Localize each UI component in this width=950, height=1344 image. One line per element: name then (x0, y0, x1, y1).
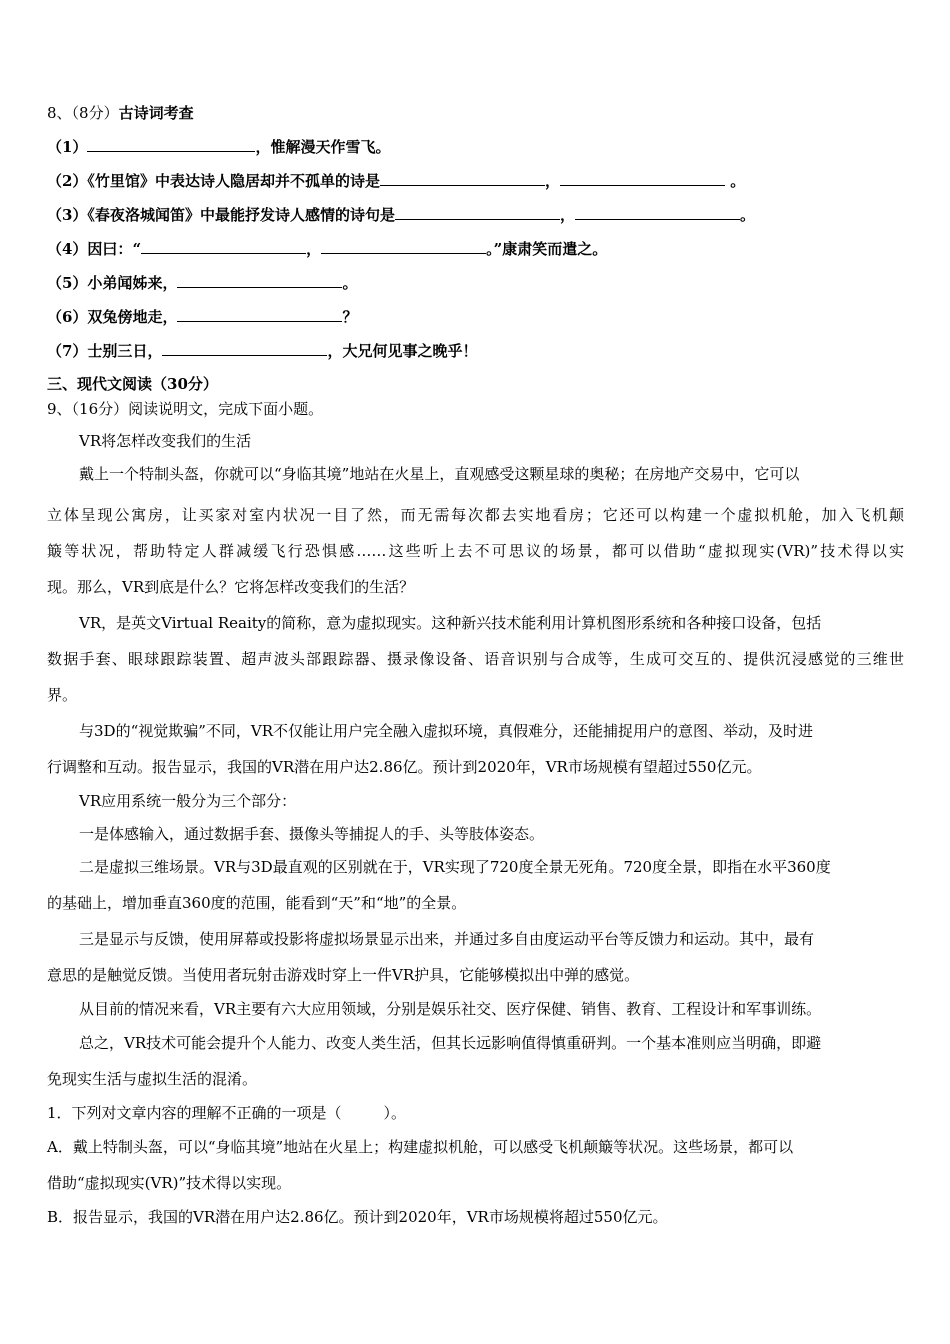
q8-item-1 (47, 137, 390, 157)
paragraph-line: 总之，VR技术可能会提升个人能力、改变人类生活，但其长远影响值得慎重研判。一个基本准则应当明确，即避 (79, 1034, 822, 1052)
paragraph-line: 戴上一个特制头盔，你就可以“身临其境”地站在火星上，直观感受这颗星球的奥秘；在房地产交易中，它可以 (79, 465, 800, 483)
stem-end: ）。 (383, 1104, 407, 1122)
paragraph-line: 界。 (47, 686, 78, 704)
q8-4-comma: ， (306, 240, 322, 258)
answer-blank[interactable] (321, 239, 486, 254)
q8-7-end: ，大兄何见事之晚乎！ (327, 342, 478, 360)
paragraph-line: VR应用系统一般分为三个部分： (79, 792, 297, 810)
answer-blank[interactable] (177, 307, 342, 322)
q8-1-text: ，惟解漫天作雪飞。 (255, 138, 391, 156)
q8-2-text: （2）《竹里馆》中表达诗人隐居却并不孤单的诗是 (47, 172, 380, 190)
paragraph-line: 意思的是触觉反馈。当使用者玩射击游戏时穿上一件VR护具，它能够模拟出中弹的感觉。 (47, 966, 640, 984)
q8-7-text: （7）士别三日， (47, 342, 163, 360)
option-b: B．报告显示，我国的VR潜在用户达2.86亿。预计到2020年，VR市场规模将超过550亿元。 (47, 1208, 668, 1226)
paragraph-line: 行调整和互动。报告显示，我国的VR潜在用户达2.86亿。预计到2020年，VR市场规模有望超过550亿元。 (47, 758, 762, 776)
q8-item-5 (47, 273, 357, 293)
answer-blank[interactable] (575, 205, 740, 220)
section-heading: 三、现代文阅读（30分） (47, 375, 218, 393)
answer-blank[interactable] (162, 341, 327, 356)
q8-2-end: 。 (724, 172, 746, 190)
stem-text: 1．下列对文章内容的理解不正确的一项是（ (47, 1104, 342, 1122)
q8-item-7 (47, 341, 477, 361)
paragraph-line: 立体呈现公寓房，让买家对室内状况一目了然，而无需每次都去实地看房；它还可以构建一个虚拟机舱，加入飞机颠 (47, 506, 904, 524)
q8-item-6 (47, 307, 357, 327)
q8-item-4 (47, 239, 607, 259)
q8-5-text: （5）小弟闻姊来， (47, 274, 178, 292)
option-a: A．戴上特制头盔，可以“身临其境”地站在火星上；构建虚拟机舱，可以感受飞机颠簸等状况。这些场景，都可以 (47, 1138, 794, 1156)
q8-3-end: 。 (739, 206, 755, 224)
paragraph-line: 的基础上，增加垂直360度的范围，能看到“天”和“地”的全景。 (47, 894, 467, 912)
paragraph-line: VR，是英文Virtual Reaity的简称，意为虚拟现实。这种新兴技术能利用计算机图形系统和各种接口设备，包括 (79, 614, 822, 632)
option-a-cont: 借助“虚拟现实(VR)”技术得以实现。 (47, 1174, 292, 1192)
q8-3-text: （3）《春夜洛城闻笛》中最能抒发诗人感情的诗句是 (47, 206, 395, 224)
answer-blank[interactable] (380, 171, 545, 186)
q8-3-comma: ， (559, 206, 575, 224)
answer-blank[interactable] (87, 137, 255, 152)
q8-4-end: 。”康肃笑而遣之。 (486, 240, 608, 258)
paragraph-line: 簸等状况，帮助特定人群减缓飞行恐惧感……这些听上去不可思议的场景，都可以借助“虚拟现实(VR)”技术得以实 (47, 542, 904, 560)
q8-5-end: 。 (342, 274, 358, 292)
q8-title-text: 古诗词考查 (118, 104, 194, 122)
q8-6-text: （6）双兔傍地走， (47, 308, 178, 326)
paragraph-line: 数据手套、眼球跟踪装置、超声波头部跟踪器、摄录像设备、语音识别与合成等，生成可交互的、提供沉浸感觉的三维世 (47, 650, 904, 668)
paragraph-line: 与3D的“视觉欺骗”不同，VR不仅能让用户完全融入虚拟环境，真假难分，还能捕捉用户的意图、举动，及时进 (79, 722, 814, 740)
q8-item-2 (47, 171, 745, 191)
q9-intro: 9、（16分）阅读说明文，完成下面小题。 (47, 400, 324, 418)
q8-title (47, 103, 194, 123)
q8-number: 8、（8分） (47, 104, 119, 122)
answer-blank[interactable] (141, 239, 306, 254)
q8-6-end: ？ (342, 308, 358, 326)
paragraph-line: 从目前的情况来看，VR主要有六大应用领域，分别是娱乐社交、医疗保健、销售、教育、工程设计和军事训练。 (79, 1000, 822, 1018)
q8-item-3 (47, 205, 755, 225)
paragraph-line: 二是虚拟三维场景。VR与3D最直观的区别就在于，VR实现了720度全景无死角。720度全景，即指在水平360度 (79, 858, 831, 876)
answer-blank[interactable] (560, 171, 725, 186)
paragraph-line: 三是显示与反馈，使用屏幕或投影将虚拟场景显示出来，并通过多自由度运动平台等反馈力和运动。其中，最有 (79, 930, 815, 948)
q8-2-comma: ， (544, 172, 560, 190)
paragraph-line: 一是体感输入，通过数据手套、摄像头等捕捉人的手、头等肢体姿态。 (79, 825, 545, 843)
answer-blank[interactable] (395, 205, 560, 220)
sub-question-1-stem (47, 1103, 406, 1123)
q8-4-text: （4）因曰：“ (47, 240, 142, 258)
paragraph-line: 现。那么，VR到底是什么？它将怎样改变我们的生活？ (47, 578, 415, 596)
q8-1-label: （1） (47, 138, 88, 156)
article-title: VR将怎样改变我们的生活 (79, 432, 252, 450)
paragraph-line: 免现实生活与虚拟生活的混淆。 (47, 1070, 258, 1088)
answer-blank[interactable] (177, 273, 342, 288)
